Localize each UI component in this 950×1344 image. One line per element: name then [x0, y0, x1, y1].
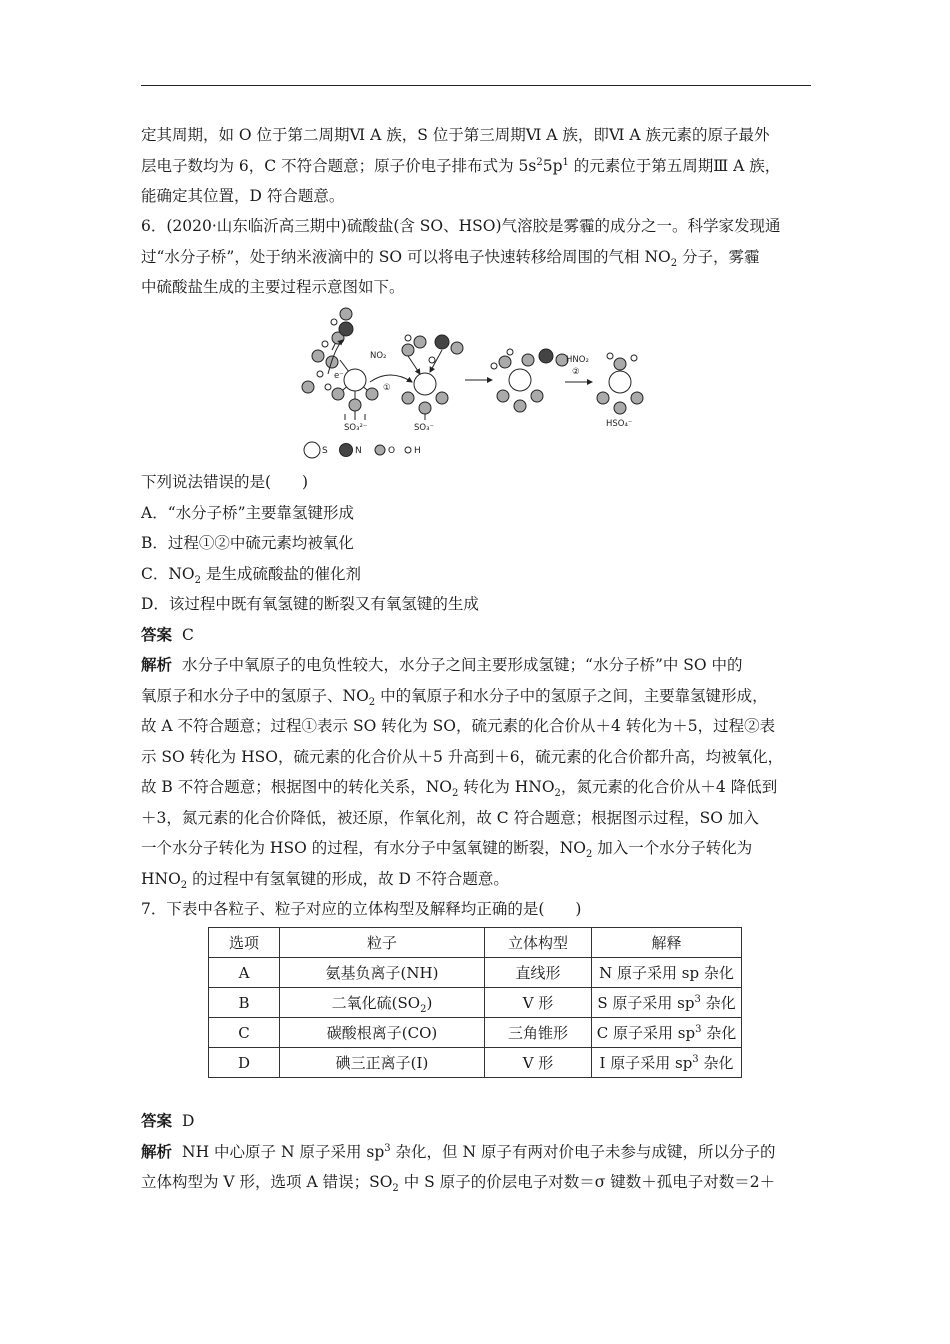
label-so3-b: SO₃⁻ — [414, 423, 434, 433]
cell-option: C — [209, 1018, 280, 1048]
text-line: 定其周期，如 O 位于第二周期Ⅵ A 族，S 位于第三周期Ⅵ A 族，即Ⅵ A 族元素的原子最外 — [141, 126, 770, 144]
legend-n: N — [355, 446, 362, 456]
label-hno2: HNO₂ — [566, 355, 589, 365]
cluster-hso4 — [597, 353, 643, 414]
table-row — [209, 958, 742, 988]
header-particle: 粒子 — [280, 928, 485, 958]
cell-shape: V 形 — [485, 1048, 592, 1078]
analysis-line: $HNO_2$ 的过程中有氢氧键的形成，故 D 不符合题意。 — [141, 869, 509, 891]
label-so3-a: SO₃²⁻ — [344, 423, 368, 433]
label-no2: NO₂ — [370, 351, 387, 361]
analysis-line: 解析 NH 中心原子 N 原子采用 $sp^3$ 杂化，但 N 原子有两对价电子未参与成键，所以分子的 — [141, 1142, 776, 1161]
analysis-line: 氧原子和水分子中的氢原子、$NO_2$ 中的氧原子和水分子中的氢原子之间，主要靠氢键形成， — [141, 686, 768, 708]
cluster-so3-2 — [370, 335, 463, 420]
option-a: A．“水分子桥”主要靠氢键形成 — [141, 503, 355, 522]
cluster-intermediate — [491, 349, 568, 412]
table-row — [209, 1018, 742, 1048]
q7-stem: 7．下表中各粒子、粒子对应的立体构型及解释均正确的是( ) — [141, 900, 582, 918]
analysis-line: 一个水分子转化为 HSO 的过程，有水分子中氢氧键的断裂，$NO_2$ 加入一个水分子转化为 — [141, 839, 753, 861]
label-electron: e⁻ — [334, 371, 344, 381]
reaction-diagram — [300, 302, 650, 462]
analysis-line: 故 A 不符合题意；过程①表示 SO 转化为 SO，硫元素的化合价从＋4 转化为＋5，过程②表 — [141, 717, 776, 735]
analysis-line: ＋3，氮元素的化合价降低，被还原，作氧化剂，故 C 符合题意；根据图示过程，SO 加入 — [141, 808, 759, 827]
question-stem: 下列说法错误的是( ) — [141, 473, 309, 491]
legend-o: O — [388, 446, 396, 456]
text-line: 6．(2020·山东临沂高三期中)硫酸盐(含 SO、HSO)气溶胶是雾霾的成分之一。科学家发现通 — [141, 217, 781, 235]
q6-question — [141, 467, 816, 925]
table-row — [209, 1048, 742, 1078]
cell-explanation: I 原子采用 $sp^3$ 杂化 — [592, 1048, 742, 1078]
cell-explanation: N 原子采用 sp 杂化 — [592, 958, 742, 988]
q7-table — [208, 927, 742, 1078]
legend — [304, 442, 421, 458]
cell-shape: V 形 — [485, 988, 592, 1018]
table-row — [209, 988, 742, 1018]
label-step2: ② — [572, 367, 580, 377]
cluster-so3-1 — [302, 308, 378, 420]
header-explanation: 解释 — [592, 928, 742, 958]
label-step1: ① — [383, 383, 391, 393]
answer: 答案 D — [141, 1112, 195, 1130]
cell-option: A — [209, 958, 280, 988]
table-header-row — [209, 928, 742, 958]
cell-option: B — [209, 988, 280, 1018]
answer: 答案 C — [141, 625, 194, 644]
cell-particle: 氨基负离子(NH) — [280, 958, 485, 988]
header-rule — [141, 85, 811, 86]
cell-explanation: C 原子采用 $sp^3$ 杂化 — [592, 1018, 742, 1048]
option-c: C．$NO_2$ 是生成硫酸盐的催化剂 — [141, 564, 361, 586]
analysis-line: 故 B 不符合题意；根据图中的转化关系，$NO_2$ 转化为 $HNO_2$，氮元素的化合价从＋4 降低到 — [141, 778, 778, 800]
legend-s: S — [322, 446, 328, 456]
header-option: 选项 — [209, 928, 280, 958]
option-d: D．该过程中既有氧氢键的断裂又有氧氢键的生成 — [141, 595, 479, 613]
option-b: B．过程①②中硫元素均被氧化 — [141, 534, 354, 552]
cell-particle: 二氧化硫$(SO_2)$ — [280, 988, 485, 1018]
legend-h: H — [414, 446, 421, 456]
header-shape: 立体构型 — [485, 928, 592, 958]
q5-analysis-continuation — [141, 120, 816, 212]
analysis-line: 示 SO 转化为 HSO，硫元素的化合价从＋5 升高到＋6，硫元素的化合价都升高，均被氧化， — [141, 747, 784, 766]
cell-particle: 碳酸根离子(CO) — [280, 1018, 485, 1048]
text-line: 层电子数均为 6，C 不符合题意；原子价电子排布式为 $5s^25p^1$ 的元素位于第五周期Ⅲ A 族， — [141, 156, 781, 175]
cell-particle: 碘三正离子(I) — [280, 1048, 485, 1078]
q6-stem — [141, 211, 816, 303]
label-hso4: HSO₄⁻ — [606, 419, 633, 429]
cell-explanation: S 原子采用 $sp^3$ 杂化 — [592, 988, 742, 1018]
cell-shape: 三角锥形 — [485, 1018, 592, 1048]
text-line: 中硫酸盐生成的主要过程示意图如下。 — [141, 278, 405, 296]
cell-option: D — [209, 1048, 280, 1078]
cell-shape: 直线形 — [485, 958, 592, 988]
analysis-line: 立体构型为 V 形，选项 A 错误；$SO_2$ 中 S 原子的价层电子对数＝σ 键数＋孤电子对数＝2＋ — [141, 1173, 776, 1195]
q7-answer-block — [141, 1106, 816, 1198]
text-line: 过“水分子桥”，处于纳米液滴中的 SO 可以将电子快速转移给周围的气相 $NO_2$ 分子，雾霾 — [141, 247, 760, 269]
analysis-line: 解析 水分子中氧原子的电负性较大，水分子之间主要形成氢键；“水分子桥”中 SO 中的 — [141, 656, 743, 674]
text-line: 能确定其位置，D 符合题意。 — [141, 187, 345, 205]
